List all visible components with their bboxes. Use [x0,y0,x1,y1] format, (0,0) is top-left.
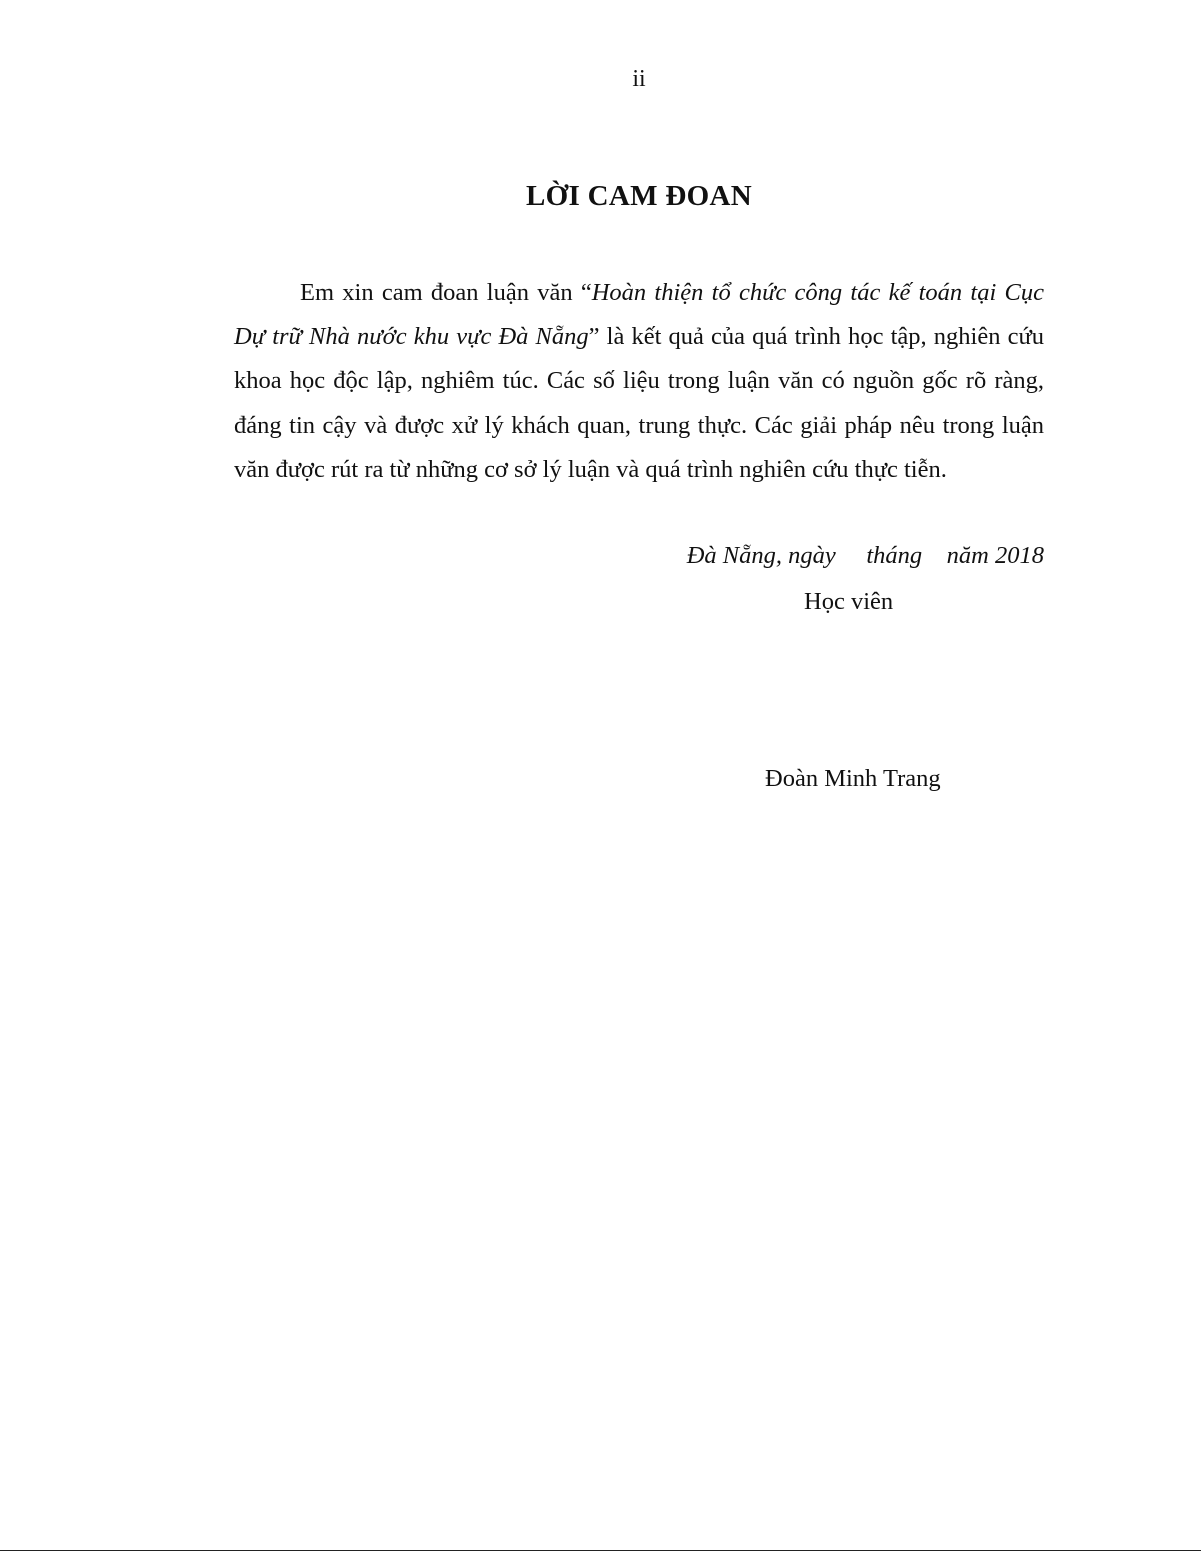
thesis-title: Hoàn thiện tổ chức công tác kế toán tại Cục Dự trữ Nhà nước khu vực Đà Nẵng [234,279,1044,351]
signer-name: Đoàn Minh Trang [765,765,941,792]
signer-role: Học viên [804,588,894,615]
page-title: LỜI CAM ĐOAN [526,180,752,212]
signature-date-line: Đà Nẵng, ngày tháng năm 2018 [686,542,1044,569]
page-number: ii [632,66,646,92]
declaration-continuation: ” là kết quả của quá trình học tập, nghiên cứu khoa học độc lập, nghiêm túc. Các số liệu trong luận văn có nguồn gốc rõ ràng, đáng tin cậy và được xử lý khách quan, trung thực. Các giải pháp nêu trong luận văn được rút ra từ những cơ sở lý luận và quá trình nghiên cứu thực tiễn. [234,323,1044,483]
declaration-paragraph [234,271,1044,492]
declaration-intro: Em xin cam đoan luận văn “ [300,279,592,306]
page-bottom-divider [0,1550,1201,1551]
